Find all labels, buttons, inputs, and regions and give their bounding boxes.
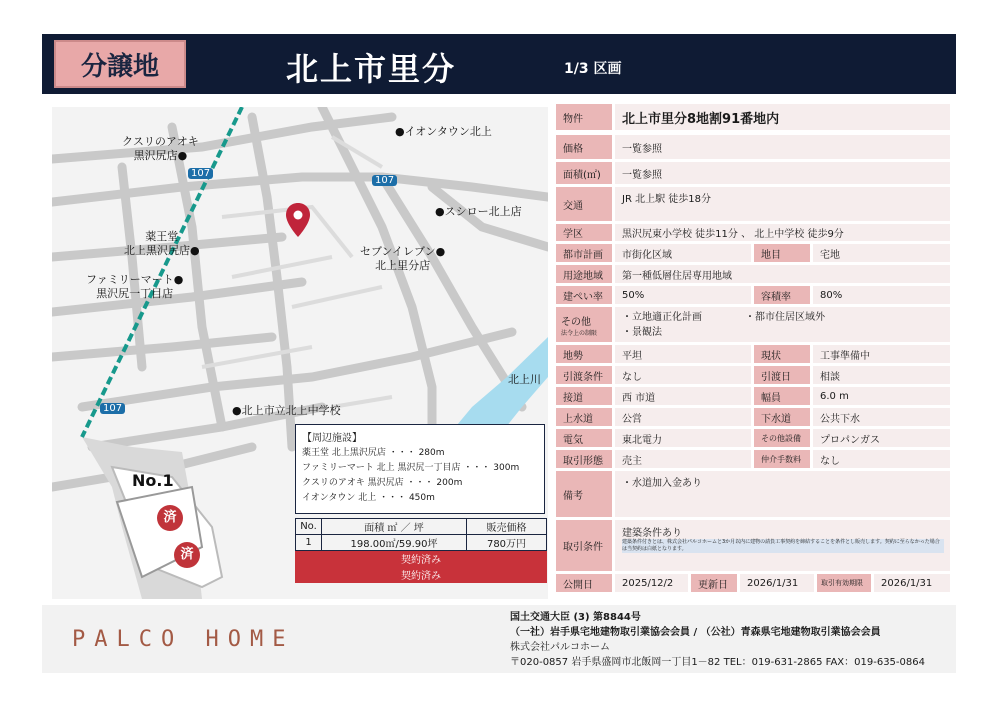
label-fee: 仲介手数料 (754, 450, 810, 468)
col-no: No. (296, 519, 322, 535)
row-area (556, 162, 950, 184)
label-transport: 交通 (556, 187, 612, 221)
map-label-aeon: ●イオンタウン北上 (395, 125, 492, 138)
row-bcr (556, 286, 950, 304)
facility-item: クスリのアオキ 黒沢尻店 ・・・ 200m (302, 478, 463, 488)
table-row (296, 535, 547, 551)
row-price (556, 135, 950, 159)
label-school: 学区 (556, 224, 612, 241)
sold-row (296, 551, 547, 567)
label-city-plan: 都市計画 (556, 244, 612, 262)
row-school (556, 224, 950, 241)
row-terrain (556, 345, 950, 363)
row-access (556, 387, 950, 405)
value-city-plan: 市街化区域 (615, 244, 751, 262)
label-bcr: 建ぺい率 (556, 286, 612, 304)
route-badge-3: 107 (100, 401, 125, 416)
company-logo: PALCO HOME (72, 627, 295, 652)
page-title: 北上市里分 (286, 50, 457, 88)
sold-row (296, 567, 547, 583)
sold-label: 契約済み (296, 567, 547, 583)
value-school: 黒沢尻東小学校 徒歩11分 、 北上中学校 徒歩9分 (615, 224, 950, 241)
label-other-equip: その他設備 (754, 429, 810, 447)
label-far: 容積率 (754, 286, 810, 304)
label-water: 上水道 (556, 408, 612, 426)
row-transport (556, 187, 950, 221)
company-address: 〒020-0857 岩手県盛岡市北飯岡一丁目1－82 TEL：019-631-2865 FAX：019-635-0864 (510, 657, 925, 668)
association: （一社）岩手県宅地建物取引業協会会員 / （公社）青森県宅地建物取引業協会会員 (510, 627, 881, 638)
row-terms (556, 520, 950, 571)
value-width: 6.0 m (813, 387, 950, 405)
value-handover-date: 相談 (813, 366, 950, 384)
label-handover-date: 引渡日 (754, 366, 810, 384)
value-electric: 東北電力 (615, 429, 751, 447)
label-terrain: 地勢 (556, 345, 612, 363)
facility-item: ファミリーマート 北上 黒沢尻一丁目店 ・・・ 300m (302, 463, 520, 473)
label-published: 公開日 (556, 574, 612, 592)
value-remarks: ・水道加入金あり (615, 471, 950, 517)
label-remarks: 備考 (556, 471, 612, 517)
value-access: 西 市道 (615, 387, 751, 405)
page-indicator: 1/3 区画 (564, 61, 622, 77)
location-pin-icon (286, 203, 310, 237)
row-zoning (556, 265, 950, 283)
value-price: 一覧参照 (615, 135, 950, 159)
price-table (295, 518, 547, 583)
row-dates (556, 574, 950, 592)
category-badge: 分譲地 (54, 40, 186, 88)
sold-mark-2: 済 (174, 542, 200, 568)
row-property (556, 104, 950, 130)
value-area: 一覧参照 (615, 162, 950, 184)
nearby-facilities-box (295, 424, 545, 514)
other-item: ・都市住居区域外 (745, 312, 825, 323)
value-updated: 2026/1/31 (740, 574, 814, 592)
label-property: 物件 (556, 104, 612, 130)
map-label-familymart: ファミリーマート● 黒沢尻一丁目店 (86, 273, 184, 300)
label-width: 幅員 (754, 387, 810, 405)
other-item: ・景観法 (622, 327, 662, 338)
route-badge-1: 107 (188, 166, 213, 181)
row-other (556, 307, 950, 342)
label-updated: 更新日 (691, 574, 737, 592)
label-status: 現状 (754, 345, 810, 363)
company-info (510, 610, 925, 670)
label-valid: 取引有効期限 (817, 574, 871, 592)
value-deal: 売主 (615, 450, 751, 468)
col-price: 販売価格 (467, 519, 547, 535)
label-sewer: 下水道 (754, 408, 810, 426)
label-other (556, 307, 612, 342)
facility-item: イオンタウン 北上 ・・・ 450m (302, 493, 435, 503)
row-city-plan (556, 244, 950, 262)
row-water (556, 408, 950, 426)
label-zoning: 用途地域 (556, 265, 612, 283)
header-bar (42, 34, 956, 94)
label-deal: 取引形態 (556, 450, 612, 468)
cell-price: 780万円 (467, 535, 547, 551)
value-valid: 2026/1/31 (874, 574, 950, 592)
sold-mark-1: 済 (157, 505, 183, 531)
map-label-school: ●北上市立北上中学校 (232, 404, 341, 417)
sold-label: 契約済み (296, 551, 547, 567)
value-far: 80% (813, 286, 950, 304)
value-transport: JR 北上駅 徒歩18分 (615, 187, 950, 221)
value-fee: なし (813, 450, 950, 468)
row-electric (556, 429, 950, 447)
terms-note: 建築条件付きとは、株式会社パルコホームと3か月以内に建物の請負工事契約を締結することを条件とし販売します。契約に至らなかった場合は当契約は白紙となります。 (622, 539, 944, 553)
map-label-river: 北上川 (508, 373, 541, 386)
value-water: 公営 (615, 408, 751, 426)
label-other-sub: 法令上の制限 (561, 329, 598, 337)
label-land-cat: 地目 (754, 244, 810, 262)
label-access: 接道 (556, 387, 612, 405)
terms-main: 建築条件あり (622, 528, 682, 539)
facility-item: 薬王堂 北上黒沢尻店 ・・・ 280m (302, 448, 445, 458)
value-property: 北上市里分8地割91番地内 (615, 104, 950, 130)
col-area: 面積 ㎡ ／ 坪 (322, 519, 467, 535)
row-remarks (556, 471, 950, 517)
value-land-cat: 宅地 (813, 244, 950, 262)
label-electric: 電気 (556, 429, 612, 447)
label-price: 価格 (556, 135, 612, 159)
other-item: ・立地適正化計画 (622, 312, 702, 323)
map-label-seven: セブンイレブン● 北上里分店 (360, 245, 446, 272)
cell-area: 198.00㎡/59.90坪 (322, 535, 467, 551)
cell-no: 1 (296, 535, 322, 551)
map-label-kusuri: クスリのアオキ 黒沢尻店● (122, 135, 199, 162)
footer (42, 605, 956, 673)
company-name: 株式会社パルコホーム (510, 642, 610, 653)
value-sewer: 公共下水 (813, 408, 950, 426)
value-status: 工事準備中 (813, 345, 950, 363)
row-handover (556, 366, 950, 384)
label-area: 面積(㎡) (556, 162, 612, 184)
lot-number: No.1 (132, 471, 174, 490)
value-bcr: 50% (615, 286, 751, 304)
map-label-sushiro: ●スシロー北上店 (435, 205, 522, 218)
value-terrain: 平坦 (615, 345, 751, 363)
value-terms (615, 520, 950, 571)
row-deal (556, 450, 950, 468)
route-badge-2: 107 (372, 173, 397, 188)
value-other (615, 307, 950, 342)
label-terms: 取引条件 (556, 520, 612, 571)
value-published: 2025/12/2 (615, 574, 688, 592)
label-handover-cond: 引渡条件 (556, 366, 612, 384)
value-handover-cond: なし (615, 366, 751, 384)
table-header-row (296, 519, 547, 535)
facilities-heading: 【周辺施設】 (302, 433, 362, 444)
value-other-equip: プロパンガス (813, 429, 950, 447)
label-other-main: その他 (561, 316, 591, 328)
license-number: 国土交通大臣 (3) 第8844号 (510, 612, 641, 623)
value-zoning: 第一種低層住居専用地域 (615, 265, 950, 283)
map-label-yakuodo: 薬王堂 北上黒沢尻店● (124, 230, 200, 257)
